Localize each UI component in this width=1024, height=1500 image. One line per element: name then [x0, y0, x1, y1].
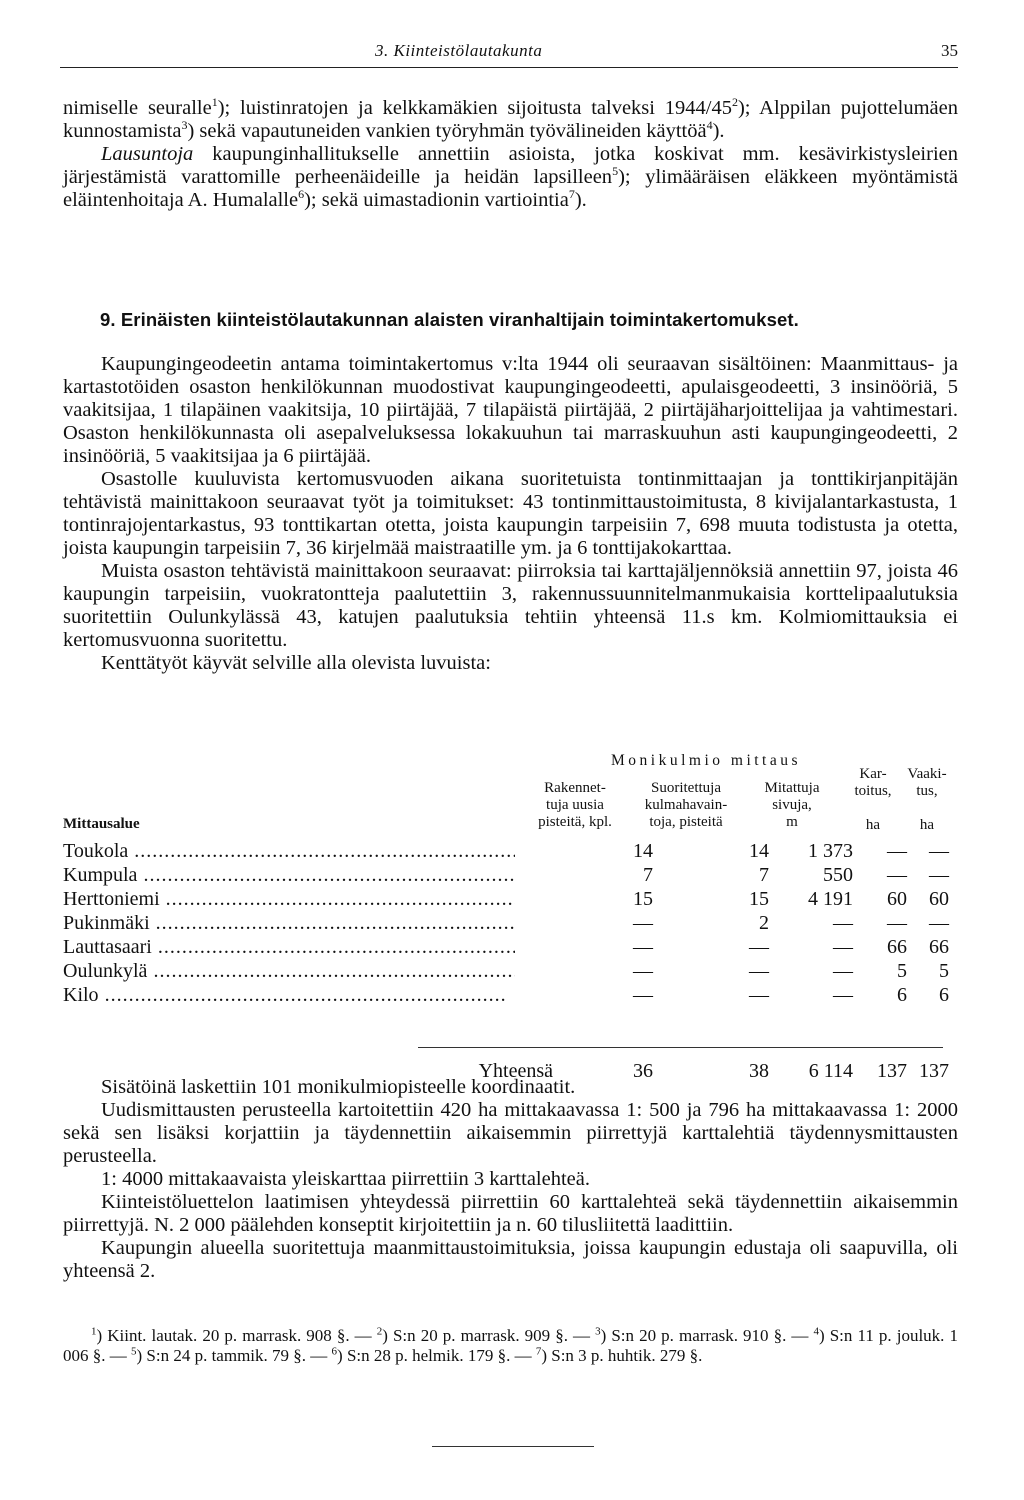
- total-label: Yhteensä: [478, 1060, 553, 1082]
- footnote-ref[interactable]: 4: [706, 118, 713, 133]
- table-row: Herttoniemi ..... 15 15 4 191 60 60: [63, 888, 943, 912]
- table-row: Pukinmäki ..... — 2 — — —: [63, 912, 943, 936]
- group-header: Monikulmio mittaus: [611, 752, 802, 769]
- footnote-ref[interactable]: 3: [181, 118, 188, 133]
- footnote-ref[interactable]: 2: [731, 95, 738, 110]
- main-paragraph-4: Kenttätyöt käyvät selville alla olevista luvuista:: [101, 652, 491, 674]
- closing-paragraph-5: Kaupungin alueella suoritettuja maanmittaustoimituksia, joissa kaupungin edustaja oli saapuvilla, oli yhteensä 2.: [63, 1237, 958, 1282]
- footnote-text: $^1$) Kiint. lautak. 20 p. marrask. 908 §. — $^2$) S:n 20 p. marrask. 909 §. — $^3$) S:n 20 p. marrask. 910 §. — $^4$) S:n 11 p. jouluk. 1 006 §. — $^5$) S:n 24 p. tammik. 79 §. — $^6$) S:n 28 p. helmik. 179 §. — $^7$) S:n 3 p. huhtik. 279 §.: [63, 1325, 958, 1365]
- closing-paragraph-3: 1: 4000 mittakaavaista yleiskarttaa piirrettiin 3 karttalehteä.: [101, 1168, 590, 1190]
- main-paragraph-2: Osastolle kuuluvista kertomusvuoden aikana suoritetuista tontinmittaajan ja tonttikirjanpitäjän tehtävistä mainittakoon seuraavat työt ja toimitukset: 43 tontinmittaustoimitusta, 8 kivijalantarkastusta, 1 tontinrajojentarkastus, 93 tonttikartan otetta, joista kaupungin tarpeisiin 7, 698 muuta todistusta ja otetta, joista kaupungin tarpeisiin 7, 36 kirjelmää maistraatille ym. ja 6 tonttijakokarttaa.: [63, 468, 958, 559]
- footnote-ref[interactable]: 5: [612, 164, 619, 179]
- intro-paragraph-2: Lausuntoja kaupunginhallitukselle annettiin asioista, jotka koskivat mm. kesävirkistysleirien järjestämistä varattomille perheenäideille ja heidän lapsilleen$^5$); ylimääräisen eläkkeen myöntämistä eläintenhoitaja A. Humalalle$^6$); sekä uimastadionin vartiointia$^7$).: [63, 143, 958, 211]
- row-label-header: Mittausalue: [63, 816, 140, 832]
- chapter-title: 3. Kiinteistölautakunta: [375, 41, 543, 60]
- running-header: [60, 37, 958, 68]
- closing-text: [63, 1076, 958, 1283]
- intro-paragraph-1: nimiselle seuralle$^1$); luistinratojen ja kelkkamäkien sijoitusta talveksi $1944/45^2$); Alppilan pujottelumäen kunnostamista$^3$) sekä vapautuneiden vankien työryhmän työvälineiden käyttöä$^4$).: [63, 95, 958, 142]
- footnotes: [63, 1326, 958, 1366]
- closing-paragraph-1: Sisätöinä laskettiin 101 monikulmiopisteelle koordinaatit.: [101, 1076, 576, 1098]
- main-paragraph-1: Kaupungingeodeetin antama toimintakertomus v:lta 1944 oli seuraavan sisältöinen: Maanmittaus- ja kartastotöiden osaston henkilökunnan muodostivat kaupungingeodeetti, apulaisgeodeetti, 3 insinööriä, 5 vaakitsijaa, 1 tilapäinen vaakitsija, 10 piirtäjää, 7 tilapäistä piirtäjää, 2 piirtäjäharjoittelijaa ja vahtimestari. Osaston henkilökunnasta oli asepalveluksessa lokakuuhun tai marraskuuhun asti kaupungingeodeetti, 2 insinööriä, 5 vaakitsijaa ja 6 piirtäjää.: [63, 353, 958, 467]
- col3-header: Mitattuja sivuja, m: [764, 780, 820, 830]
- col2-header: Suoritettuja kulmahavain- toja, pisteitä: [644, 780, 728, 830]
- main-text: [63, 353, 958, 675]
- intro-text: [63, 97, 958, 212]
- closing-paragraph-4: Kiinteistöluettelon laatimisen yhteydessä piirrettiin 60 karttalehteä sekä täydennettiin aikaisemmin piirrettyjä. N. 2 000 päälehden konseptit kirjoitettiin ja n. 60 tilusliitettä laadittiin.: [63, 1191, 958, 1236]
- table-row: Lauttasaari ..... — — — 66 66: [63, 936, 943, 960]
- section-heading: 9. Erinäisten kiinteistölautakunnan alaisten viranhaltijain toimintakertomukset.: [100, 309, 799, 330]
- end-rule: [432, 1446, 594, 1447]
- total-row: Yhteensä 36 38 6 114 137 137: [478, 1060, 949, 1082]
- col1-header: Rakennet- tuja uusia pisteitä, kpl.: [538, 780, 612, 830]
- closing-paragraph-2: Uudismittausten perusteella kartoitettiin 420 ha mittakaavassa 1: 500 ja 796 ha mittakaavassa 1: 2000 sekä sen lisäksi korjattiin ja täydennettiin aikaisemmin piirrettyjä karttalehtiä täydennysmittausten perusteella.: [63, 1099, 958, 1167]
- col4-header: Kar- toitus, ha: [854, 766, 892, 833]
- footnote-ref[interactable]: 1: [211, 95, 218, 110]
- table-row: Kilo ..... — — — 6 6: [63, 984, 943, 1008]
- table-row: Oulunkylä ..... — — — 5 5: [63, 960, 943, 984]
- main-paragraph-3: Muista osaston tehtävistä mainittakoon seuraavat: piirroksia tai karttajäljennöksiä annettiin 97, joista 46 kaupungin tarpeisiin, vuokratontteja paalutettiin 3, rakennussuunnitelmanmukaisia korttelipaalutuksia suoritettiin Oulunkylässä 43, katujen paalutuksia tehtiin yhteensä 11.s km. Kolmiomittauksia ei kertomusvuonna suoritettu.: [63, 560, 958, 651]
- table-row: Kumpula ..... 7 7 550 — —: [63, 864, 943, 888]
- footnote-ref[interactable]: 6: [298, 187, 305, 202]
- footnote-ref[interactable]: 7: [568, 187, 575, 202]
- table-row: Toukola ..... 14 14 1 373 — —: [63, 840, 943, 864]
- page-number: 35: [941, 41, 958, 60]
- col5-header: Vaaki- tus, ha: [907, 766, 947, 833]
- survey-table: [63, 752, 949, 1092]
- total-divider: [418, 1047, 943, 1048]
